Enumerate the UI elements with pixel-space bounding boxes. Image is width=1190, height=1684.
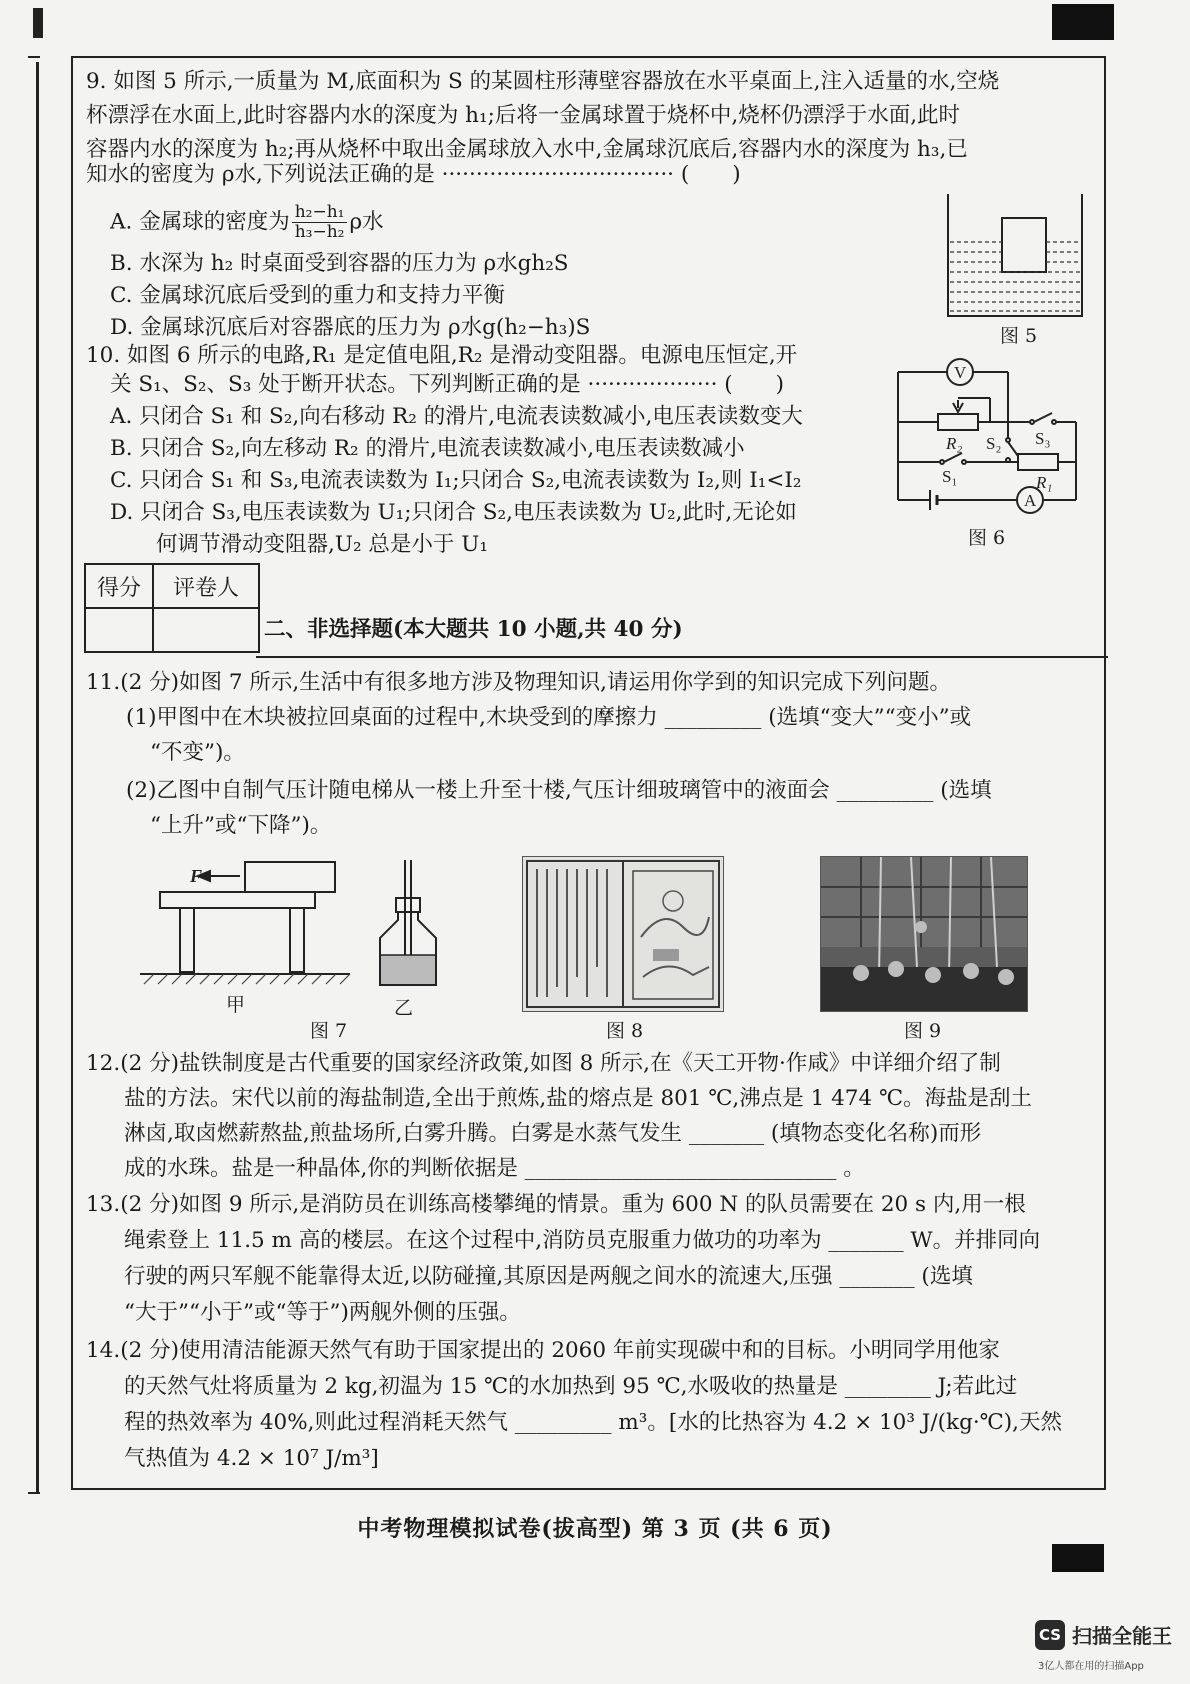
corner-mark <box>33 8 43 38</box>
q13-line2: 绳索登上 11.5 m 高的楼层。在这个过程中,消防员克服重力做功的功率为 _______ W。并排同向 <box>124 1228 1041 1253</box>
q13-line3: 行驶的两只军舰不能靠得太近,以防碰撞,其原因是两舰之间水的流速大,压强 _______ (选填 <box>124 1264 973 1289</box>
score-header: 得分 <box>85 564 153 608</box>
q10-option-c: C. 只闭合 S₁ 和 S₃,电流表读数为 I₁;只闭合 S₂,电流表读数为 I₂,则 I₁<I₂ <box>110 468 802 493</box>
q9-option-c: C. 金属球沉底后受到的重力和支持力平衡 <box>110 283 505 308</box>
binding-tick-bottom <box>28 1492 40 1494</box>
q10-option-b: B. 只闭合 S₂,向左移动 R₂ 的滑片,电流表读数减小,电压表读数减小 <box>110 436 745 461</box>
q12-line2: 盐的方法。宋代以前的海盐制造,全出于煎炼,盐的熔点是 801 ℃,沸点是 1 474 ℃。海盐是刮土 <box>124 1086 1033 1111</box>
q9-fraction <box>292 203 348 242</box>
figure-8-caption: 图 8 <box>606 1020 644 1042</box>
q11-part2-line1: (2)乙图中自制气压计随电梯从一楼上升至十楼,气压计细玻璃管中的液面会 _________ (选填 <box>126 778 992 803</box>
figure-6-circuit-diagram <box>890 350 1085 520</box>
q9-line4: 知水的密度为 ρ水,下列说法正确的是 ·································· ( ) <box>86 162 741 187</box>
q9-option-a-text: A. 金属球的密度为 <box>110 209 290 235</box>
q12-line1: 12.(2 分)盐铁制度是古代重要的国家经济政策,如图 8 所示,在《天工开物·作咸》中详细介绍了制 <box>86 1051 1001 1076</box>
registration-mark-bottom <box>1052 1544 1104 1572</box>
q9-line1: 9. 如图 5 所示,一质量为 M,底面积为 S 的某圆柱形薄壁容器放在水平桌面上,注入适量的水,空烧 <box>86 69 1000 94</box>
q10-line1: 10. 如图 6 所示的电路,R₁ 是定值电阻,R₂ 是滑动变阻器。电源电压恒定,开 <box>86 343 798 368</box>
figure-9-caption: 图 9 <box>904 1020 942 1042</box>
q10-option-d-cont: 何调节滑动变阻器,U₂ 总是小于 U₁ <box>156 532 488 557</box>
fraction-denominator: h₃−h₂ <box>294 222 345 242</box>
figure-7-yi-label: 乙 <box>394 997 414 1019</box>
r1-label: R₁ <box>1036 473 1053 492</box>
figure-7-jia-table-diagram <box>140 856 355 986</box>
q12-line3: 淋卤,取卤燃薪熬盐,煎盐场所,白雾升腾。白雾是水蒸气发生 _______ (填物态变化名称)而形 <box>124 1121 982 1146</box>
q10-line2: 关 S₁、S₂、S₃ 处于断开状态。下列判断正确的是 ··················· ( ) <box>110 372 785 397</box>
binding-tick-top <box>28 56 40 58</box>
q9-option-a-rho: ρ水 <box>349 209 384 235</box>
score-table <box>84 563 260 653</box>
q11-part1-line2: “不变”)。 <box>150 740 245 765</box>
section-divider <box>256 656 1108 658</box>
page-footer: 中考物理模拟试卷(拔高型) 第 3 页 (共 6 页) <box>357 1516 833 1542</box>
figure-7-jia-label: 甲 <box>226 994 246 1016</box>
q13-line1: 13.(2 分)如图 9 所示,是消防员在训练高楼攀绳的情景。重为 600 N 的队员需要在 20 s 内,用一根 <box>86 1192 1026 1217</box>
q10-option-d: D. 只闭合 S₃,电压表读数为 U₁;只闭合 S₂,电压表读数为 U₂,此时,无论如 <box>110 500 797 525</box>
figure-7-yi-barometer-diagram <box>372 860 442 990</box>
q11-line1: 11.(2 分)如图 7 所示,生活中有很多地方涉及物理知识,请运用你学到的知识完成下列问题。 <box>86 670 952 695</box>
q9-option-a <box>110 203 384 242</box>
q9-line3: 容器内水的深度为 h₂;再从烧杯中取出金属球放入水中,金属球沉底后,容器内水的深度为 h₃,已 <box>86 137 968 162</box>
binding-line <box>36 62 39 1494</box>
q12-line4: 成的水珠。盐是一种晶体,你的判断依据是 _____________________________ 。 <box>124 1156 865 1181</box>
q11-part2-line2: “上升”或“下降”)。 <box>150 813 332 838</box>
q14-line1: 14.(2 分)使用清洁能源天然气有助于国家提出的 2060 年前实现碳中和的目标。小明同学用他家 <box>86 1338 1000 1363</box>
figure-5-caption: 图 5 <box>1000 325 1038 347</box>
fraction-numerator: h₂−h₁ <box>292 203 348 223</box>
force-label: F <box>190 866 203 886</box>
grader-cell[interactable] <box>153 608 259 652</box>
registration-mark-top <box>1052 4 1114 40</box>
figure-7-caption: 图 7 <box>310 1020 348 1042</box>
q9-line2: 杯漂浮在水面上,此时容器内水的深度为 h₁;后将一金属球置于烧杯中,烧杯仍漂浮于水面,此时 <box>86 103 961 128</box>
voltmeter-label: V <box>954 363 967 382</box>
figure-8-ancient-book-image <box>522 856 724 1012</box>
figure-9-firefighter-photo <box>820 856 1028 1012</box>
q13-line4: “大于”“小于”或“等于”)两舰外侧的压强。 <box>124 1300 521 1325</box>
grader-header: 评卷人 <box>153 564 259 608</box>
q14-line4: 气热值为 4.2 × 10⁷ J/m³] <box>124 1446 379 1471</box>
q14-line3: 程的热效率为 40%,则此过程消耗天然气 _________ m³。[水的比热容为 4.2 × 10³ J/(kg·℃),天然 <box>124 1410 1062 1435</box>
s1-label: S₁ <box>942 467 958 486</box>
q9-option-d: D. 金属球沉底后对容器底的压力为 ρ水g(h₂−h₃)S <box>110 315 591 340</box>
q9-option-b: B. 水深为 h₂ 时桌面受到容器的压力为 ρ水gh₂S <box>110 251 569 276</box>
q14-line2: 的天然气灶将质量为 2 kg,初温为 15 ℃的水加热到 95 ℃,水吸收的热量是 ________ J;若此过 <box>124 1374 1018 1399</box>
camscanner-tagline: 3亿人都在用的扫描App <box>1038 1661 1144 1672</box>
camscanner-name: 扫描全能王 <box>1072 1624 1172 1648</box>
s3-label: S₃ <box>1035 429 1051 448</box>
r2-label: R₂ <box>946 434 963 453</box>
figure-5-container-diagram <box>940 190 1090 325</box>
ammeter-label: A <box>1024 491 1037 510</box>
q11-part1-line1: (1)甲图中在木块被拉回桌面的过程中,木块受到的摩擦力 _________ (选填“变大”“变小”或 <box>126 705 972 730</box>
q10-option-a: A. 只闭合 S₁ 和 S₂,向右移动 R₂ 的滑片,电流表读数减小,电压表读数变大 <box>110 404 803 429</box>
score-cell[interactable] <box>85 608 153 652</box>
s2-label: S₂ <box>986 434 1002 453</box>
figure-6-caption: 图 6 <box>968 527 1006 549</box>
camscanner-logo: CS <box>1035 1620 1065 1650</box>
section-2-title: 二、非选择题(本大题共 10 小题,共 40 分) <box>264 617 683 642</box>
